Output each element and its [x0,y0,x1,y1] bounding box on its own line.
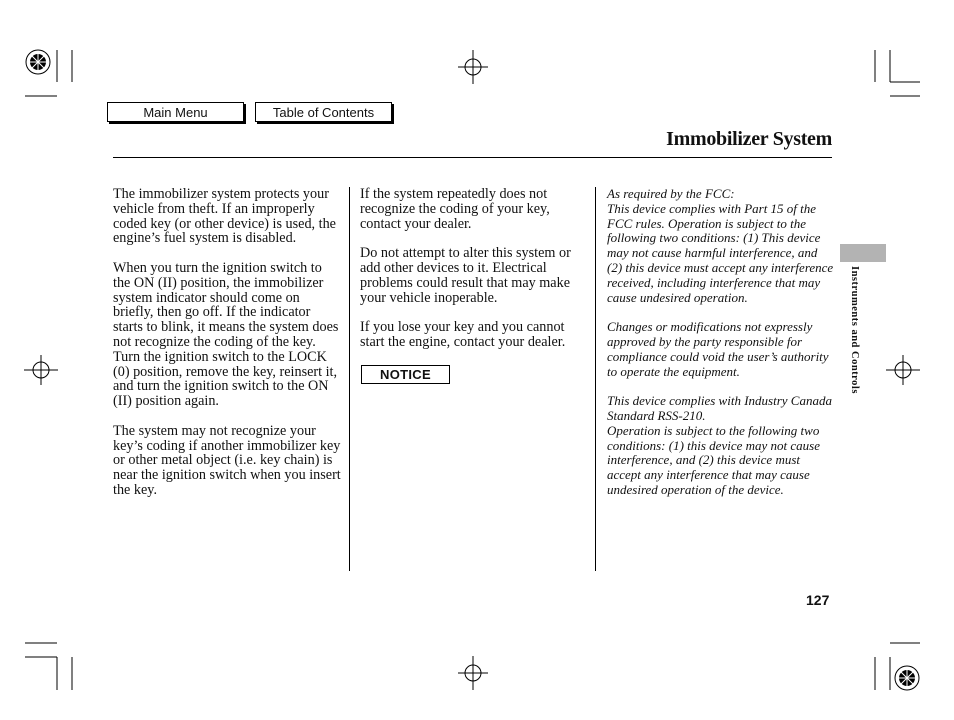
column-divider [349,187,350,571]
paragraph: This device complies with Part 15 of the FCC rules. Operation is subject to the following two conditions: (1) This device may not cause harmful interference, and (2) this device must accept any interference received, including interference that may cause undesired operation. [607,200,834,305]
column-divider [595,187,596,571]
column-1 [113,187,341,513]
paragraph: Do not attempt to alter this system or add other devices to it. Electrical problems could result that may make your vehicle inoperable. [360,245,571,306]
title-rule [113,157,832,158]
paragraph: The immobilizer system protects your vehicle from theft. If an improperly coded key (or other device) is used, the engine’s fuel system is disabled. [113,186,336,247]
main-menu-button[interactable]: Main Menu [107,102,244,122]
paragraph: Changes or modifications not expressly approved by the party responsible for compliance could void the user’s authority to operate the equipment. [607,319,829,379]
section-label: Instruments and Controls [849,266,860,394]
fcc-heading: As required by the FCC: [607,186,735,201]
paragraph: When you turn the ignition switch to the ON (II) position, the immobilizer system indicator should come on briefly, then go off. If the indicator starts to blink, it means the system does not recognize the coding of the key. Turn the ignition switch to the LOCK (0) position, remove the key, reinsert it, and turn the ignition switch to the ON (II) position again. [113,259,339,410]
table-of-contents-button[interactable]: Table of Contents [255,102,392,122]
column-2 [360,187,588,365]
paragraph: The system may not recognize your key’s coding if another immobilizer key or other metal object (i.e. key chain) is near the ignition switch when you insert the key. [113,422,341,498]
column-3-fcc [607,187,835,513]
paragraph: If you lose your key and you cannot start the engine, contact your dealer. [360,319,566,350]
page-number: 127 [806,592,830,608]
paragraph: This device complies with Industry Canada Standard RSS-210. [607,393,832,423]
registration-target-icon [895,666,919,690]
paragraph: Operation is subject to the following two conditions: (1) this device may not cause interference, and (2) this device must accept any interference that may cause undesired operation of the device. [607,422,820,497]
paragraph: If the system repeatedly does not recognize the coding of your key, contact your dealer. [360,186,550,232]
section-tab [840,244,886,262]
page-title: Immobilizer System [666,128,832,150]
registration-target-icon [26,50,50,74]
notice-badge: NOTICE [361,365,450,384]
